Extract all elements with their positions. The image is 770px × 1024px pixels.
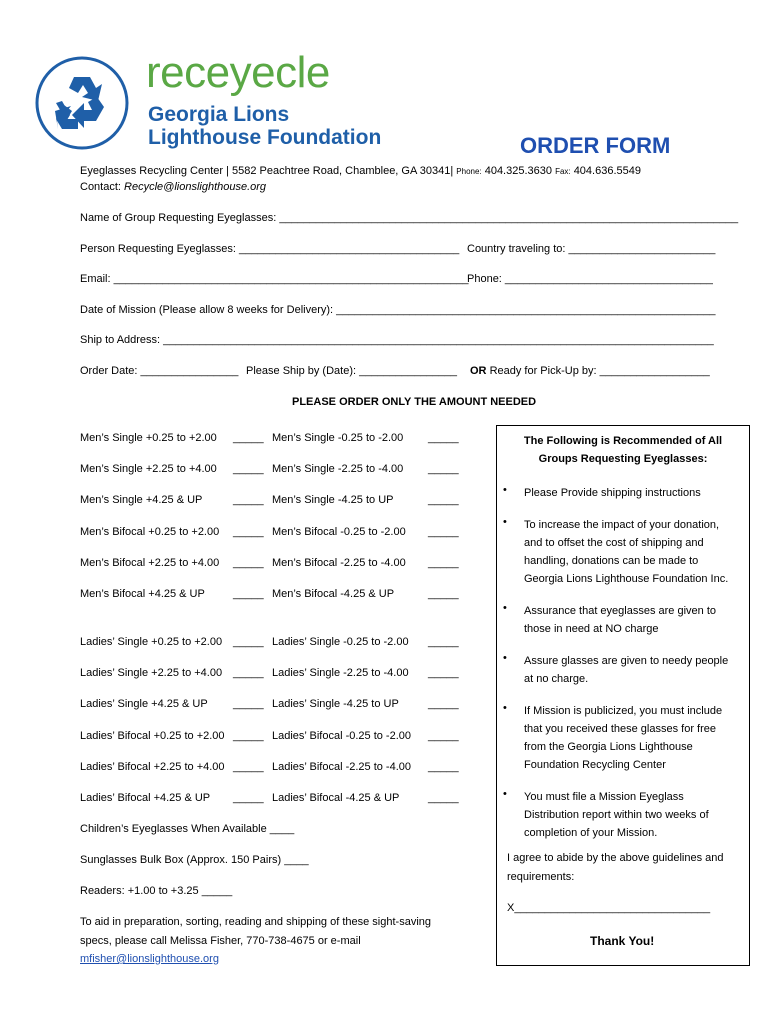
ladies-label-left: Ladies’ Bifocal +2.25 to +4.00 [80, 760, 225, 773]
mens-label-left: Men’s Bifocal +2.25 to +4.00 [80, 556, 220, 569]
bullet-icon: • [503, 516, 507, 528]
mission-date-field[interactable]: Date of Mission (Please allow 8 weeks for Delivery): ______________________________________________________________ [80, 304, 716, 316]
recommendation-text: Georgia Lions Lighthouse Foundation Inc. [524, 573, 729, 585]
country-field[interactable]: Country traveling to: ________________________ [467, 243, 716, 255]
person-field[interactable]: Person Requesting Eyeglasses: ____________________________________ [80, 243, 460, 255]
mens-qty-right[interactable]: _____ [428, 588, 459, 600]
footer-line-2: specs, please call Melissa Fisher, 770-738-4675 or e-mail [80, 935, 361, 947]
ladies-qty-right[interactable]: _____ [428, 792, 459, 804]
recommendation-box [496, 425, 750, 966]
mens-label-right: Men’s Bifocal -2.25 to -4.00 [272, 556, 406, 569]
mens-qty-left[interactable]: _____ [233, 432, 264, 444]
phone-label: Phone: [456, 167, 482, 176]
mens-label-right: Men’s Bifocal -0.25 to -2.00 [272, 525, 406, 538]
recommendation-text: from the Georgia Lions Lighthouse [524, 741, 693, 753]
fax-label: Fax: [555, 167, 571, 176]
page-title: ORDER FORM [520, 133, 671, 158]
mens-qty-left[interactable]: _____ [233, 525, 264, 538]
ship-by-field[interactable]: Please Ship by (Date): ________________ [246, 365, 457, 377]
mens-label-right: Men’s Single -2.25 to -4.00 [272, 463, 404, 476]
or-label: OR [470, 365, 487, 377]
ladies-label-right: Ladies’ Bifocal -4.25 & UP [272, 792, 400, 804]
recommendation-text: and to offset the cost of shipping and [524, 537, 704, 549]
children-field[interactable]: Children’s Eyeglasses When Available ____ [80, 823, 295, 835]
agree-text-1: I agree to abide by the above guidelines and [507, 852, 724, 864]
fax-value: 404.636.5549 [573, 165, 641, 177]
ladies-qty-right[interactable]: _____ [428, 667, 459, 680]
ladies-qty-left[interactable]: _____ [233, 698, 264, 711]
agree-text-2: requirements: [507, 871, 575, 883]
recommendation-text: that you received these glasses for free [524, 723, 716, 735]
mens-label-right: Men’s Single -0.25 to -2.00 [272, 432, 404, 444]
bullet-icon: • [503, 484, 507, 496]
box-heading-2: Groups Requesting Eyeglasses: [538, 453, 708, 465]
bullet-icon: • [503, 602, 507, 614]
ladies-label-left: Ladies’ Single +2.25 to +4.00 [80, 667, 223, 680]
ladies-qty-right[interactable]: _____ [428, 698, 459, 711]
pickup-field[interactable]: Ready for Pick-Up by: __________________ [489, 365, 710, 377]
mens-qty-left[interactable]: _____ [233, 588, 264, 600]
logo-subtitle-2: Lighthouse Foundation [148, 126, 382, 149]
recommendation-text: handling, donations can be made to [524, 555, 699, 567]
recommendation-text: To increase the impact of your donation, [524, 519, 720, 531]
mens-qty-right[interactable]: _____ [428, 556, 459, 569]
mens-label-left: Men’s Single +0.25 to +2.00 [80, 432, 217, 444]
logo-wordmark: receyecle [146, 48, 330, 97]
ladies-label-right: Ladies’ Single -4.25 to UP [272, 698, 399, 711]
footer-line-1: To aid in preparation, sorting, reading and shipping of these sight-saving [80, 916, 432, 928]
recycle-logo-icon [34, 55, 130, 151]
mens-label-right: Men’s Bifocal -4.25 & UP [272, 588, 395, 600]
signature-x: X [507, 902, 515, 914]
recommendation-text: at no charge. [524, 673, 589, 685]
recommendation-text: Assurance that eyeglasses are given to [524, 605, 717, 617]
mens-qty-right[interactable]: _____ [428, 525, 459, 538]
mens-label-right: Men’s Single -4.25 to UP [272, 494, 394, 507]
recommendation-text: You must file a Mission Eyeglass [524, 791, 684, 803]
mens-qty-right[interactable]: _____ [428, 463, 459, 476]
mens-label-left: Men’s Bifocal +4.25 & UP [80, 588, 205, 600]
phone-value: 404.325.3630 [484, 165, 552, 177]
ladies-label-left: Ladies’ Bifocal +4.25 & UP [80, 792, 211, 804]
recommendation-text: If Mission is publicized, you must include [524, 705, 723, 717]
recommendation-text: Distribution report within two weeks of [524, 809, 709, 821]
pickup-line[interactable] [470, 365, 710, 377]
mens-qty-left[interactable]: _____ [233, 463, 264, 476]
mens-label-left: Men’s Single +4.25 & UP [80, 494, 203, 507]
ladies-label-right: Ladies’ Bifocal -0.25 to -2.00 [272, 729, 412, 742]
ladies-qty-left[interactable]: _____ [233, 792, 264, 804]
bullet-icon: • [503, 788, 507, 800]
email-field[interactable]: Email: __________________________________________________________ [80, 273, 469, 285]
mens-qty-left[interactable]: _____ [233, 494, 264, 507]
contact-email: Recycle@lionslighthouse.org [124, 181, 267, 193]
ladies-qty-right[interactable]: _____ [428, 636, 459, 648]
bullet-icon: • [503, 702, 507, 714]
mens-qty-left[interactable]: _____ [233, 556, 264, 569]
ladies-qty-left[interactable]: _____ [233, 729, 264, 742]
recommendation-text: Assure glasses are given to needy people [524, 655, 729, 667]
box-heading-1: The Following is Recommended of All [523, 435, 723, 447]
ladies-label-left: Ladies’ Bifocal +0.25 to +2.00 [80, 729, 225, 742]
phone-field[interactable]: Phone: __________________________________ [467, 273, 713, 285]
recommendation-text: Foundation Recycling Center [524, 759, 666, 771]
ladies-qty-right[interactable]: _____ [428, 729, 459, 742]
ladies-label-right: Ladies’ Single -0.25 to -2.00 [272, 636, 409, 648]
thank-you: Thank You! [590, 934, 655, 948]
readers-field[interactable]: Readers: +1.00 to +3.25 _____ [80, 885, 233, 897]
footer-email-link[interactable]: mfisher@lionslighthouse.org [80, 953, 219, 965]
order-date-field[interactable]: Order Date: ________________ [80, 365, 239, 377]
ladies-qty-left[interactable]: _____ [233, 760, 264, 773]
group-name-field[interactable]: Name of Group Requesting Eyeglasses: ___________________________________________________________________________ [80, 212, 739, 224]
ship-address-field[interactable]: Ship to Address: __________________________________________________________________________________________ [80, 334, 714, 346]
mens-label-left: Men’s Single +2.25 to +4.00 [80, 463, 217, 476]
mens-label-left: Men’s Bifocal +0.25 to +2.00 [80, 525, 220, 538]
logo-subtitle-1: Georgia Lions [148, 103, 290, 126]
recommendation-text: completion of your Mission. [524, 827, 658, 839]
contact-line [80, 181, 266, 193]
ladies-qty-left[interactable]: _____ [233, 667, 264, 680]
address-line [80, 165, 641, 177]
mens-qty-right[interactable]: _____ [428, 494, 459, 507]
recommendation-text: Please Provide shipping instructions [524, 487, 701, 499]
signature-field[interactable] [507, 902, 710, 914]
ladies-label-right: Ladies’ Bifocal -2.25 to -4.00 [272, 760, 412, 773]
address-text: Eyeglasses Recycling Center | 5582 Peachtree Road, Chamblee, GA 30341| [80, 165, 454, 177]
ladies-label-left: Ladies’ Single +0.25 to +2.00 [80, 636, 223, 648]
contact-label: Contact: [80, 181, 121, 193]
section-title: PLEASE ORDER ONLY THE AMOUNT NEEDED [292, 396, 537, 408]
signature-line[interactable]: ________________________________ [514, 902, 711, 914]
ladies-label-right: Ladies’ Single -2.25 to -4.00 [272, 667, 409, 680]
ladies-qty-right[interactable]: _____ [428, 760, 459, 773]
recommendation-text: those in need at NO charge [524, 623, 659, 635]
ladies-qty-left[interactable]: _____ [233, 636, 264, 648]
bullet-icon: • [503, 652, 507, 664]
sunglasses-field[interactable]: Sunglasses Bulk Box (Approx. 150 Pairs) ____ [80, 854, 309, 866]
ladies-label-left: Ladies’ Single +4.25 & UP [80, 698, 208, 711]
mens-qty-right[interactable]: _____ [428, 432, 459, 444]
